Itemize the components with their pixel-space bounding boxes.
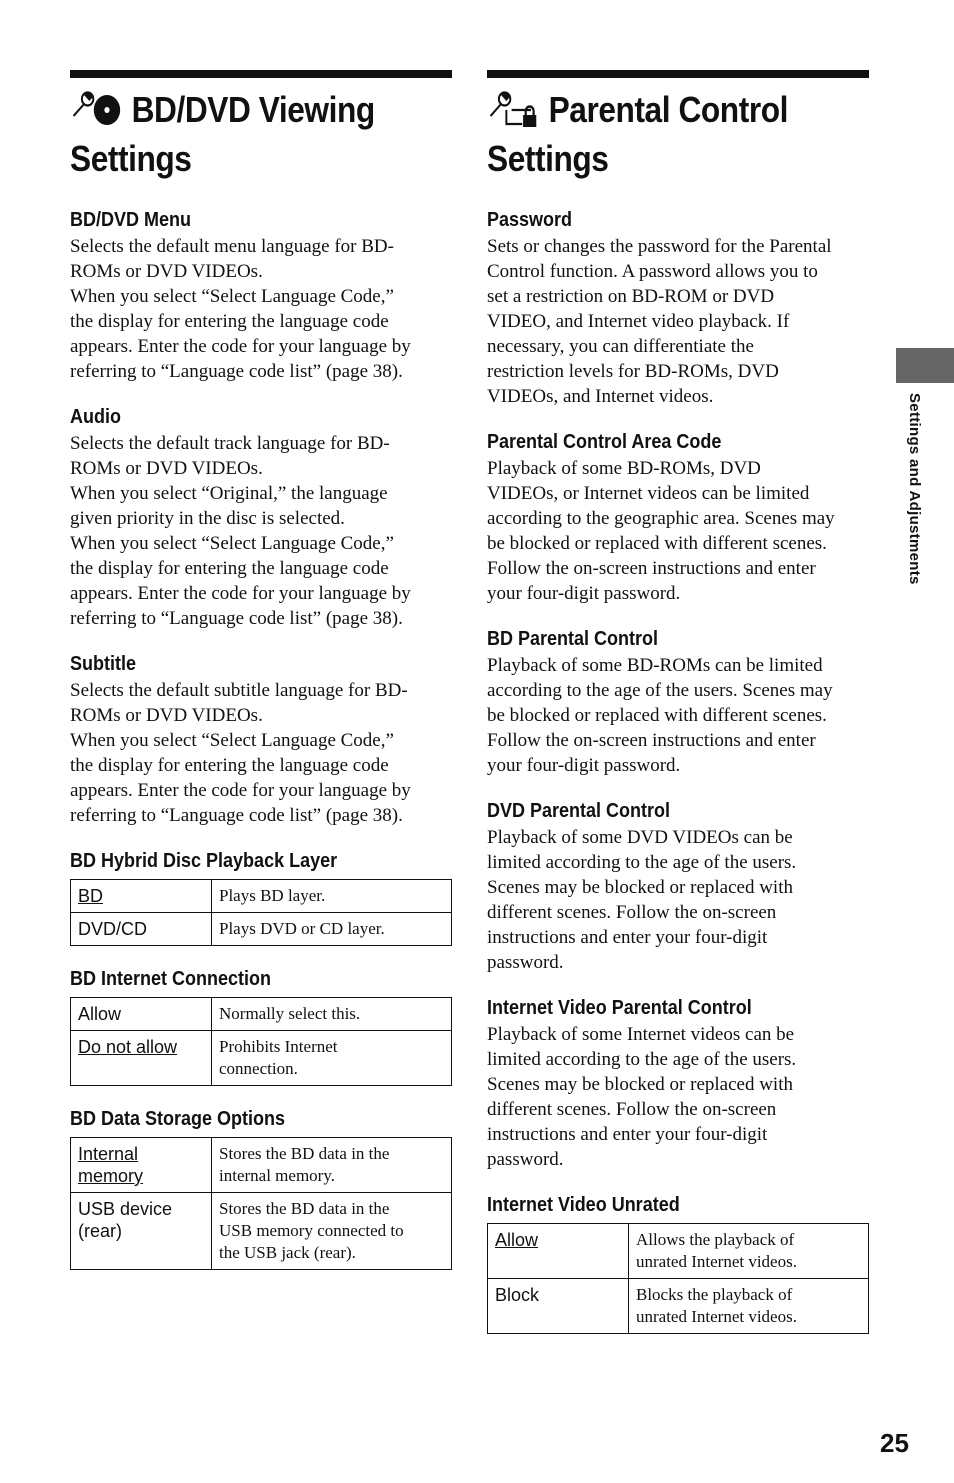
description-line: different scenes. Follow the on-screen <box>487 1099 777 1120</box>
option-name-line: (rear) <box>78 1221 122 1241</box>
option-name-line: Do not allow <box>78 1037 178 1057</box>
option-description <box>212 1193 452 1270</box>
table-row <box>71 913 452 946</box>
options-table <box>70 997 452 1086</box>
table-row <box>488 1224 869 1279</box>
description-line: password. <box>487 1149 564 1170</box>
section-spacer <box>70 1270 452 1291</box>
description-line: Playback of some BD-ROMs, DVD <box>487 458 761 479</box>
option-name-line: BD <box>78 886 104 906</box>
option-name <box>71 880 212 913</box>
chapter-label: Settings and Adjustments <box>906 393 923 585</box>
description-line: referring to “Language code list” (page 38). <box>70 608 403 629</box>
description-line: Selects the default menu language for BD- <box>70 236 394 257</box>
description-line: password. <box>487 952 564 973</box>
option-description-line: Plays BD layer. <box>219 886 326 905</box>
options-table <box>70 1137 452 1270</box>
section-spacer <box>487 1172 869 1193</box>
table-row <box>71 880 452 913</box>
option-description-line: unrated Internet videos. <box>636 1307 797 1326</box>
section-description <box>487 456 869 606</box>
left-column <box>70 70 452 1291</box>
option-section <box>70 1107 452 1270</box>
option-description-line: unrated Internet videos. <box>636 1252 797 1271</box>
options-table <box>487 1223 869 1334</box>
description-line: according to the age of the users. Scenes may <box>487 680 833 701</box>
description-line: Playback of some BD-ROMs can be limited <box>487 655 823 676</box>
table-row <box>488 1279 869 1334</box>
description-line: Playback of some DVD VIDEOs can be <box>487 827 793 848</box>
table-row <box>71 1138 452 1193</box>
option-description-line: Normally select this. <box>219 1004 361 1023</box>
section-description <box>70 431 452 631</box>
title-rule <box>487 70 869 78</box>
description-line: be blocked or replaced with different scenes. <box>487 705 827 726</box>
settings-section <box>70 405 452 631</box>
section-spacer <box>70 1086 452 1107</box>
description-line: restriction levels for BD-ROMs, DVD <box>487 361 779 382</box>
option-description-line: internal memory. <box>219 1166 335 1185</box>
option-description-line: Allows the playback of <box>636 1230 795 1249</box>
settings-section <box>487 208 869 409</box>
description-line: Follow the on-screen instructions and enter <box>487 558 816 579</box>
section-spacer <box>487 975 869 996</box>
section-spacer <box>487 409 869 430</box>
description-line: different scenes. Follow the on-screen <box>487 902 777 923</box>
settings-section <box>487 996 869 1172</box>
description-line: When you select “Select Language Code,” <box>70 730 394 751</box>
description-line: appears. Enter the code for your language by <box>70 583 411 604</box>
option-description <box>212 1138 452 1193</box>
option-name <box>488 1279 629 1334</box>
table-row <box>71 998 452 1031</box>
description-line: instructions and enter your four-digit <box>487 927 768 948</box>
table-row <box>71 1031 452 1086</box>
settings-section <box>487 430 869 606</box>
option-name-line: DVD/CD <box>78 919 148 939</box>
description-line: necessary, you can differentiate the <box>487 336 754 357</box>
option-description-line: Plays DVD or CD layer. <box>219 919 385 938</box>
section-description <box>487 825 869 975</box>
section-heading: Password <box>487 209 573 231</box>
option-description-line: connection. <box>219 1059 298 1078</box>
description-line: referring to “Language code list” (page 38). <box>70 805 403 826</box>
description-line: the display for entering the language code <box>70 558 389 579</box>
description-line: Scenes may be blocked or replaced with <box>487 1074 793 1095</box>
section-heading: DVD Parental Control <box>487 800 671 822</box>
title-line-1: BD/DVD Viewing <box>131 89 375 130</box>
option-name <box>488 1224 629 1279</box>
description-line: ROMs or DVD VIDEOs. <box>70 458 263 479</box>
section-heading: BD Hybrid Disc Playback Layer <box>70 850 338 872</box>
description-line: ROMs or DVD VIDEOs. <box>70 705 263 726</box>
description-line: given priority in the disc is selected. <box>70 508 345 529</box>
section-heading: Subtitle <box>70 653 137 675</box>
table-row <box>71 1193 452 1270</box>
right-column <box>487 70 869 1355</box>
description-line: the display for entering the language code <box>70 311 389 332</box>
section-spacer <box>70 828 452 849</box>
section-heading: BD Internet Connection <box>70 968 272 990</box>
description-line: Sets or changes the password for the Parental <box>487 236 832 257</box>
option-description <box>629 1279 869 1334</box>
option-description-line: USB memory connected to <box>219 1221 404 1240</box>
description-line: according to the geographic area. Scenes may <box>487 508 835 529</box>
title-line-2: Settings <box>70 138 192 179</box>
settings-section <box>487 799 869 975</box>
description-line: set a restriction on BD-ROM or DVD <box>487 286 775 307</box>
page-number: 25 <box>880 1428 909 1458</box>
description-line: Control function. A password allows you to <box>487 261 818 282</box>
page-title-parental <box>487 88 874 180</box>
option-description-line: the USB jack (rear). <box>219 1243 356 1262</box>
description-line: referring to “Language code list” (page 38). <box>70 361 403 382</box>
option-description <box>629 1224 869 1279</box>
description-line: VIDEOs, or Internet videos can be limited <box>487 483 810 504</box>
option-name <box>71 1138 212 1193</box>
description-line: Playback of some Internet videos can be <box>487 1024 795 1045</box>
description-line: your four-digit password. <box>487 755 681 776</box>
section-heading: Parental Control Area Code <box>487 431 722 453</box>
title-rule <box>70 70 452 78</box>
option-description <box>212 1031 452 1086</box>
description-line: VIDEOs, and Internet videos. <box>487 386 714 407</box>
section-heading: BD Parental Control <box>487 628 659 650</box>
option-name-line: Allow <box>78 1004 122 1024</box>
option-name <box>71 998 212 1031</box>
section-heading: BD Data Storage Options <box>70 1108 286 1130</box>
section-description <box>70 678 452 828</box>
option-description <box>212 880 452 913</box>
description-line: limited according to the age of the users. <box>487 1049 797 1070</box>
chapter-tab <box>896 348 954 383</box>
description-line: limited according to the age of the users. <box>487 852 797 873</box>
section-spacer <box>70 946 452 967</box>
section-spacer <box>70 631 452 652</box>
option-name <box>71 913 212 946</box>
description-line: Selects the default subtitle language for BD- <box>70 680 408 701</box>
option-description-line: Blocks the playback of <box>636 1285 793 1304</box>
section-spacer <box>487 1334 869 1355</box>
title-line-2: Settings <box>487 138 609 179</box>
option-name-line: Internal <box>78 1144 139 1164</box>
section-spacer <box>487 606 869 627</box>
description-line: the display for entering the language code <box>70 755 389 776</box>
section-heading: Audio <box>70 406 121 428</box>
section-description <box>70 234 452 384</box>
option-name <box>71 1193 212 1270</box>
page-title-bd-dvd <box>70 88 457 180</box>
section-heading: Internet Video Parental Control <box>487 997 752 1019</box>
description-line: When you select “Select Language Code,” <box>70 533 394 554</box>
option-name <box>71 1031 212 1086</box>
option-section <box>70 849 452 946</box>
description-line: appears. Enter the code for your language by <box>70 336 411 357</box>
option-name-line: Allow <box>495 1230 539 1250</box>
settings-section <box>487 627 869 778</box>
option-description-line: Stores the BD data in the <box>219 1199 390 1218</box>
option-description <box>212 998 452 1031</box>
section-spacer <box>487 778 869 799</box>
option-name-line: memory <box>78 1166 144 1186</box>
description-line: VIDEO, and Internet video playback. If <box>487 311 790 332</box>
description-line: Selects the default track language for BD- <box>70 433 390 454</box>
description-line: ROMs or DVD VIDEOs. <box>70 261 263 282</box>
option-section <box>487 1193 869 1334</box>
section-description <box>487 234 869 409</box>
option-description-line: Prohibits Internet <box>219 1037 338 1056</box>
option-name-line: Block <box>495 1285 540 1305</box>
options-table <box>70 879 452 946</box>
option-description-line: Stores the BD data in the <box>219 1144 390 1163</box>
description-line: appears. Enter the code for your language by <box>70 780 411 801</box>
option-description <box>212 913 452 946</box>
description-line: Scenes may be blocked or replaced with <box>487 877 793 898</box>
description-line: Follow the on-screen instructions and enter <box>487 730 816 751</box>
section-description <box>487 653 869 778</box>
section-heading: BD/DVD Menu <box>70 209 192 231</box>
description-line: instructions and enter your four-digit <box>487 1124 768 1145</box>
settings-section <box>70 652 452 828</box>
description-line: When you select “Original,” the language <box>70 483 388 504</box>
title-line-1: Parental Control <box>548 89 789 130</box>
wrench-disc-icon <box>70 88 126 137</box>
description-line: be blocked or replaced with different scenes. <box>487 533 827 554</box>
description-line: your four-digit password. <box>487 583 681 604</box>
settings-section <box>70 208 452 384</box>
wrench-lock-icon <box>487 88 543 137</box>
section-description <box>487 1022 869 1172</box>
option-name-line: USB device <box>78 1199 173 1219</box>
section-heading: Internet Video Unrated <box>487 1194 680 1216</box>
option-section <box>70 967 452 1086</box>
description-line: When you select “Select Language Code,” <box>70 286 394 307</box>
section-spacer <box>70 384 452 405</box>
